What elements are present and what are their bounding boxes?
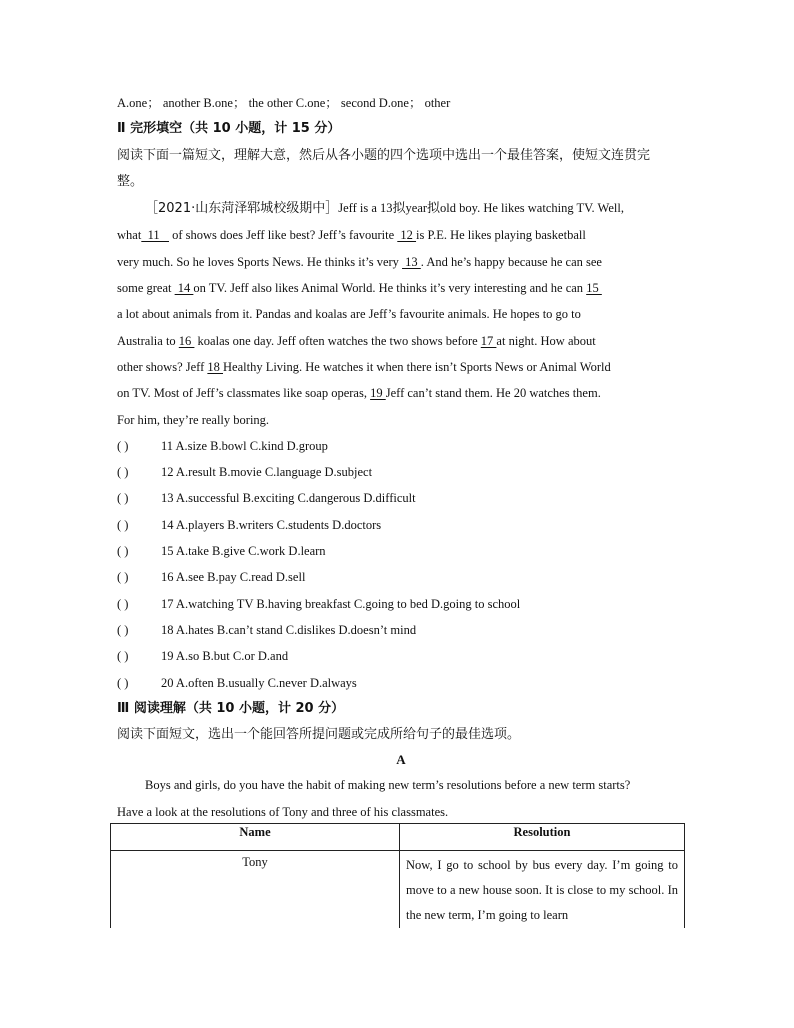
- question-row: ( ) 15 A.take B.give C.work D.learn: [117, 538, 685, 564]
- blank-15: 15: [586, 281, 602, 296]
- passage-line-9: For him, they’re really boring.: [117, 412, 270, 427]
- cell-name: Tony: [111, 851, 400, 929]
- question-row: ( ) 16 A.see B.pay C.read D.sell: [117, 564, 685, 590]
- answer-bracket[interactable]: ( ): [117, 649, 129, 664]
- passage-source: ［2021·山东菏泽郓城校级期中］: [145, 201, 339, 217]
- answer-bracket[interactable]: ( ): [117, 622, 129, 637]
- answer-bracket[interactable]: ( ): [117, 465, 129, 480]
- reading-intro-line-1: Boys and girls, do you have the habit of making new term’s resolutions before a new term starts?: [145, 778, 631, 793]
- cell-resolution: Now, I go to school by bus every day. I’m going to move to a new house soon. It is close to my school. In the new term, I’m going to learn: [400, 851, 685, 929]
- question-row: ( ) 11 A.size B.bowl C.kind D.group: [117, 433, 685, 459]
- question-row: ( ) 18 A.hates B.can’t stand C.dislikes D.doesn’t mind: [117, 617, 685, 643]
- question-row: ( ) 17 A.watching TV B.having breakfast C.going to bed D.going to school: [117, 591, 685, 617]
- passage-line-1: ［2021·山东菏泽郓城校级期中］Jeff is a 13拟year拟old boy. He likes watching TV. Well,: [145, 201, 624, 217]
- section-3-heading: Ⅲ 阅读理解（共 10 小题，计 20 分）: [117, 700, 345, 716]
- blank-19: 19: [370, 386, 386, 401]
- question-row: ( ) 12 A.result B.movie C.language D.subject: [117, 459, 685, 485]
- answer-bracket[interactable]: ( ): [117, 596, 129, 611]
- blank-12: 12: [397, 228, 417, 243]
- answer-bracket[interactable]: ( ): [117, 570, 129, 585]
- table-row: [111, 851, 685, 929]
- question-row: ( ) 13 A.successful B.exciting C.dangerous D.difficult: [117, 485, 685, 511]
- section-2-instruction-line-1: 阅读下面一篇短文，理解大意，然后从各小题的四个选项中选出一个最佳答案，使短文连贯完: [117, 147, 651, 163]
- question-row: ( ) 20 A.often B.usually C.never D.always: [117, 670, 685, 696]
- reading-part-label: A: [396, 752, 406, 768]
- passage-line-4: some great 14 on TV. Jeff also likes Animal World. He thinks it’s very interesting and he can 15: [117, 281, 602, 296]
- section-2-heading: Ⅱ 完形填空（共 10 小题，计 15 分）: [117, 121, 341, 137]
- blank-11: 11: [141, 228, 169, 243]
- answer-bracket[interactable]: ( ): [117, 491, 129, 506]
- question-row: ( ) 19 A.so B.but C.or D.and: [117, 643, 685, 669]
- passage-line-7: other shows? Jeff 18 Healthy Living. He watches it when there isn’t Sports News or Animal World: [117, 359, 611, 374]
- table-header-row: [111, 824, 685, 851]
- answer-bracket[interactable]: ( ): [117, 438, 129, 453]
- answer-bracket[interactable]: ( ): [117, 675, 129, 690]
- passage-line-8: on TV. Most of Jeff’s classmates like soap operas, 19 Jeff can’t stand them. He 20 watches them.: [117, 386, 601, 401]
- blank-14: 14: [174, 281, 194, 296]
- passage-line-6: Australia to 16 koalas one day. Jeff often watches the two shows before 17 at night. How about: [117, 333, 596, 348]
- blank-17: 17: [480, 333, 497, 348]
- answer-bracket[interactable]: ( ): [117, 517, 129, 532]
- column-header-resolution: Resolution: [400, 824, 685, 851]
- section-2-instruction-line-2: 整。: [117, 173, 144, 189]
- resolutions-table: [110, 823, 685, 929]
- document-page: [117, 90, 685, 825]
- blank-16: 16: [178, 333, 195, 348]
- section-3-instruction: 阅读下面短文，选出一个能回答所提问题或完成所给句子的最佳选项。: [117, 727, 521, 743]
- question-row: ( ) 14 A.players B.writers C.students D.doctors: [117, 512, 685, 538]
- passage-line-5: a lot about animals from it. Pandas and koalas are Jeff’s favourite animals. He hopes to go to: [117, 307, 581, 322]
- cloze-passage: [117, 195, 685, 433]
- column-header-name: Name: [111, 824, 400, 851]
- reading-intro-line-2: Have a look at the resolutions of Tony and three of his classmates.: [117, 804, 449, 819]
- question-list: [117, 433, 685, 696]
- blank-18: 18: [207, 359, 223, 374]
- blank-13: 13: [402, 254, 421, 269]
- previous-question-options: A.one； another B.one； the other C.one； second D.one； other: [117, 96, 451, 110]
- answer-bracket[interactable]: ( ): [117, 544, 129, 559]
- passage-line-2: what 11 of shows does Jeff like best? Jeff’s favourite 12 is P.E. He likes playing basketball: [117, 228, 586, 243]
- page-bottom-margin: [0, 928, 794, 1028]
- passage-line-3: very much. So he loves Sports News. He thinks it’s very 13 . And he’s happy because he can see: [117, 254, 602, 269]
